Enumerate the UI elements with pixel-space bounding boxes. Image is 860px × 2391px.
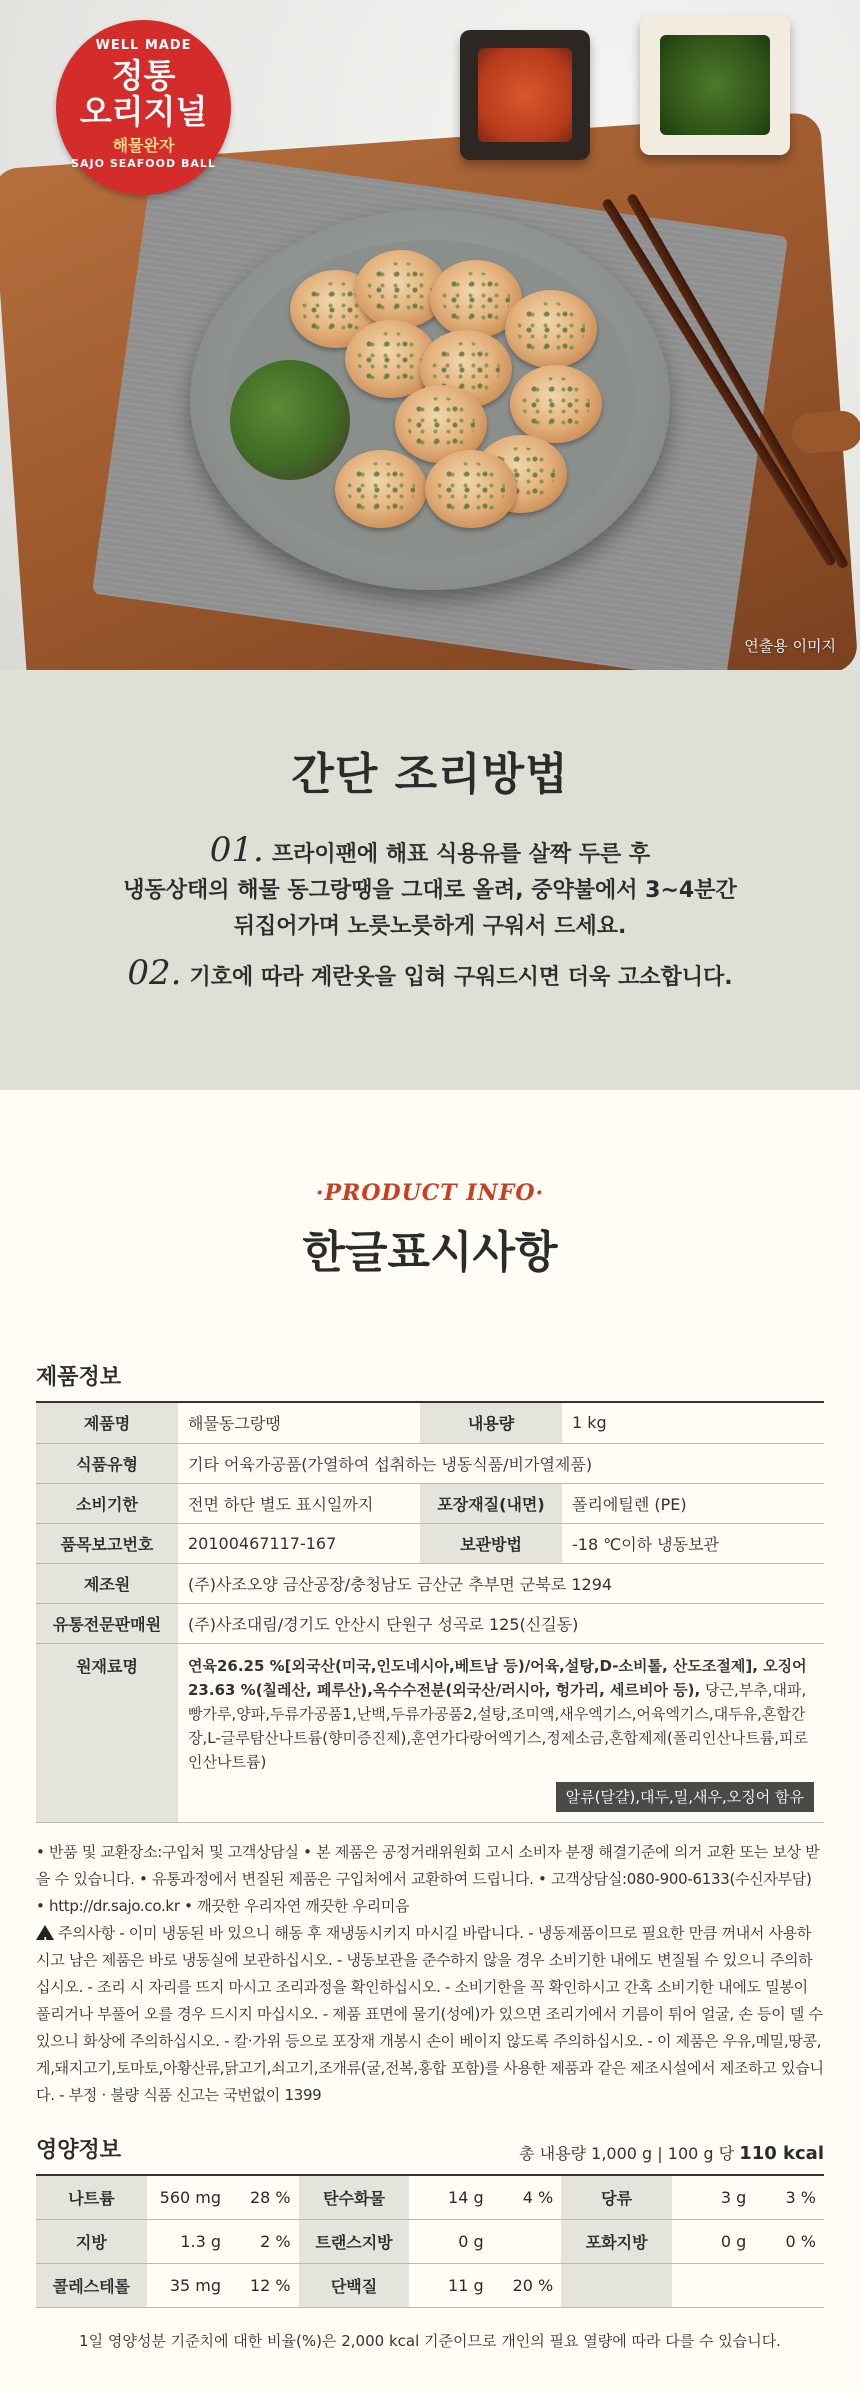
seafood-patty xyxy=(510,365,602,443)
nutrition-footnote: 1일 영양성분 기준치에 대한 비율(%)은 2,000 kcal 기준이므로 개인의 필요 열량에 따라 다를 수 있습니다. xyxy=(79,2332,781,2350)
cooking-title: 간단 조리방법 xyxy=(291,749,569,800)
nutrient-value: 3 g xyxy=(672,2176,754,2220)
nutrient-value: 0 g xyxy=(672,2220,754,2264)
spec-value: 전면 하단 별도 표시일까지 xyxy=(178,1483,420,1523)
spec-value: -18 ℃이하 냉동보관 xyxy=(562,1523,824,1563)
nutrient-percent xyxy=(492,2220,562,2264)
step-line: 프라이팬에 해표 식용유를 살짝 두른 후 xyxy=(271,842,651,867)
spec-label: 원재료명 xyxy=(36,1643,178,1822)
nutrition-table xyxy=(36,2176,824,2309)
product-badge xyxy=(56,20,231,195)
nutrient-percent: 4 % xyxy=(492,2176,562,2220)
table-row xyxy=(36,1643,824,1822)
spec-label: 품목보고번호 xyxy=(36,1523,178,1563)
badge-subtitle: 해물완자 xyxy=(112,136,175,155)
nutrition-kcal: 110 kcal xyxy=(739,2142,824,2164)
nutrient-percent: 12 % xyxy=(229,2264,299,2308)
step-line: 기호에 따라 계란옷을 입혀 구워드시면 더욱 고소합니다. xyxy=(189,965,733,990)
badge-line2: 오리지널 xyxy=(79,92,208,131)
badge-bottom-text: SAJO SEAFOOD BALL xyxy=(71,157,216,170)
ingredients-value xyxy=(178,1643,824,1822)
badge-line1: 정통 xyxy=(111,56,176,95)
warning-icon: ! xyxy=(36,1925,54,1940)
spec-label: 유통전문판매원 xyxy=(36,1603,178,1643)
nutrient-value: 14 g xyxy=(409,2176,491,2220)
notice-text xyxy=(36,1839,824,2109)
nutrient-value: 0 g xyxy=(409,2220,491,2264)
nutrient-percent: 0 % xyxy=(754,2220,824,2264)
ingredients-main: 연육26.25 %[외국산(미국,인도네시아,베트남 등)/어육,설탕,D-소비톨, 산도조절제], 오징어23.63 %(칠레산, 페루산),옥수수전분(외국산/러시아, 헝가리, 세르비아 등), xyxy=(188,1656,807,1699)
spec-value: 1 kg xyxy=(562,1403,824,1443)
allergy-badge: 알류(달걀),대두,밀,새우,오징어 함유 xyxy=(556,1782,814,1812)
image-caption: 연출용 이미지 xyxy=(744,637,836,655)
step-line: 냉동상태의 해물 동그랑땡을 그대로 올려, 중약불에서 3~4분간 xyxy=(123,878,737,903)
spec-label: 포장재질(내면) xyxy=(420,1483,562,1523)
cooking-step-2 xyxy=(0,955,860,996)
cooking-section xyxy=(0,670,860,1090)
spec-value: 폴리에틸렌 (PE) xyxy=(562,1483,824,1523)
nutrient-label: 포화지방 xyxy=(561,2220,672,2264)
spec-value: 20100467117-167 xyxy=(178,1523,420,1563)
table-row xyxy=(36,2176,824,2220)
step-number: 01. xyxy=(209,830,264,870)
step-line: 뒤집어가며 노릇노릇하게 구워서 드세요. xyxy=(233,914,627,939)
return-policy-text: • 반품 및 교환장소:구입처 및 고객상담실 • 본 제품은 공정거래위원회 고시 소비자 분쟁 해결기준에 의거 교환 또는 보상 받을 수 있습니다. • 유통과정에서 변질된 제품은 구입처에서 교환하여 드립니다. • 고객상담실:080-900-6133(수신자부담) • http://dr.sajo.co.kr • 깨끗한 우리자연 깨끗한 우리미음 xyxy=(36,1842,820,1915)
nutrient-label: 콜레스테롤 xyxy=(36,2264,147,2308)
table-row xyxy=(36,1563,824,1603)
nutrient-value: 35 mg xyxy=(147,2264,229,2308)
nutrient-label: 탄수화물 xyxy=(299,2176,410,2220)
seafood-patty xyxy=(505,290,597,368)
nutrient-label: 단백질 xyxy=(299,2264,410,2308)
badge-top-text: WELL MADE xyxy=(95,38,192,53)
table-row xyxy=(36,1523,824,1563)
spec-value: 기타 어육가공품(가열하여 섭취하는 냉동식품/비가열제품) xyxy=(178,1443,824,1483)
nutrient-label: 당류 xyxy=(561,2176,672,2220)
spec-label: 보관방법 xyxy=(420,1523,562,1563)
kimchi-side-dish xyxy=(460,30,590,160)
spec-label: 식품유형 xyxy=(36,1443,178,1483)
spec-value: (주)사조오양 금산공장/충청남도 금산군 추부면 군북로 1294 xyxy=(178,1563,824,1603)
nutrient-value: 1.3 g xyxy=(147,2220,229,2264)
table-row xyxy=(36,1483,824,1523)
nutrition-total: 총 내용량 1,000 g | 100 g 당 110 kcal xyxy=(519,2142,824,2164)
greens-side-dish xyxy=(640,15,790,155)
salad-greens xyxy=(230,360,350,480)
nutrient-label: 나트륨 xyxy=(36,2176,147,2220)
table-row xyxy=(36,1403,824,1443)
step-number: 02. xyxy=(127,953,182,993)
table-row xyxy=(36,2220,824,2264)
nutrient-label: 트랜스지방 xyxy=(299,2220,410,2264)
nutrient-percent: 3 % xyxy=(754,2176,824,2220)
spec-label: 제품명 xyxy=(36,1403,178,1443)
seafood-patty xyxy=(425,450,517,528)
table-row xyxy=(36,1443,824,1483)
nutrient-percent: 20 % xyxy=(492,2264,562,2308)
nutrition-title: 영양정보 xyxy=(36,2137,122,2163)
product-info-eyebrow: ·PRODUCT INFO· xyxy=(315,1180,545,1206)
nutrient-value: 560 mg xyxy=(147,2176,229,2220)
seafood-patty xyxy=(335,450,427,528)
table-row xyxy=(36,2264,824,2308)
product-section-heading: 제품정보 xyxy=(36,1360,824,1403)
product-info-title: 한글표시사항 xyxy=(302,1227,558,1278)
product-info-section xyxy=(0,1090,860,2391)
product-spec-table xyxy=(36,1403,824,1823)
cooking-step-1 xyxy=(0,832,860,945)
hero-photo xyxy=(0,0,860,670)
nutrient-percent: 28 % xyxy=(229,2176,299,2220)
ingredients-rest: 당근,부추,대파,빵가루,양파,두류가공품1,난백,두류가공품2,설탕,조미액,새우엑기스,어육엑기스,대두유,혼합간장,L-글루탐산나트륨(향미증진제),훈연가다랑어엑기스,정제소금,혼합제제(폴리인산나트륨,피로인산나트륨) xyxy=(188,1680,809,1771)
caution-text: ! 주의사항 - 이미 냉동된 바 있으니 해동 후 재냉동시키지 마시길 바랍니다. - 냉동제품이므로 필요한 만큼 꺼내서 사용하시고 남은 제품은 바로 냉동실에 보관하십시오. - 냉동보관을 준수하지 않을 경우 소비기한 내에도 변질될 수 있으니 주의하십시오. - 조리 시 자리를 뜨지 마시고 조리과정을 확인하십시오. - 소비기한을 꼭 확인하시고 간혹 소비기한 내에도 밀봉이 풀리거나 부풀어 오를 경우 드시지 마십시오. - 제품 표면에 물기(성에)가 있으면 조리기에서 기름이 튀어 얼굴, 손 등이 델 수 있으니 화상에 주의하십시오. - 칼·가위 등으로 포장재 개봉시 손이 베이지 않도록 주의하십시오. - 이 제품은 우유,메밀,땅콩,게,돼지고기,토마토,아황산류,닭고기,쇠고기,조개류(굴,전복,홍합 포함)를 사용한 제품과 같은 제조시설에서 제조하고 있습니다. - 부정 · 불량 식품 신고는 국번없이 1399 xyxy=(36,1923,824,2104)
nutrition-header xyxy=(36,2133,824,2176)
table-row xyxy=(36,1603,824,1643)
spec-value: 해물동그랑땡 xyxy=(178,1403,420,1443)
nutrient-value: 11 g xyxy=(409,2264,491,2308)
nutrient-percent: 2 % xyxy=(229,2220,299,2264)
spec-value: (주)사조대림/경기도 안산시 단원구 성곡로 125(신길동) xyxy=(178,1603,824,1643)
spec-label: 내용량 xyxy=(420,1403,562,1443)
spec-label: 제조원 xyxy=(36,1563,178,1603)
spec-label: 소비기한 xyxy=(36,1483,178,1523)
nutrient-label: 지방 xyxy=(36,2220,147,2264)
